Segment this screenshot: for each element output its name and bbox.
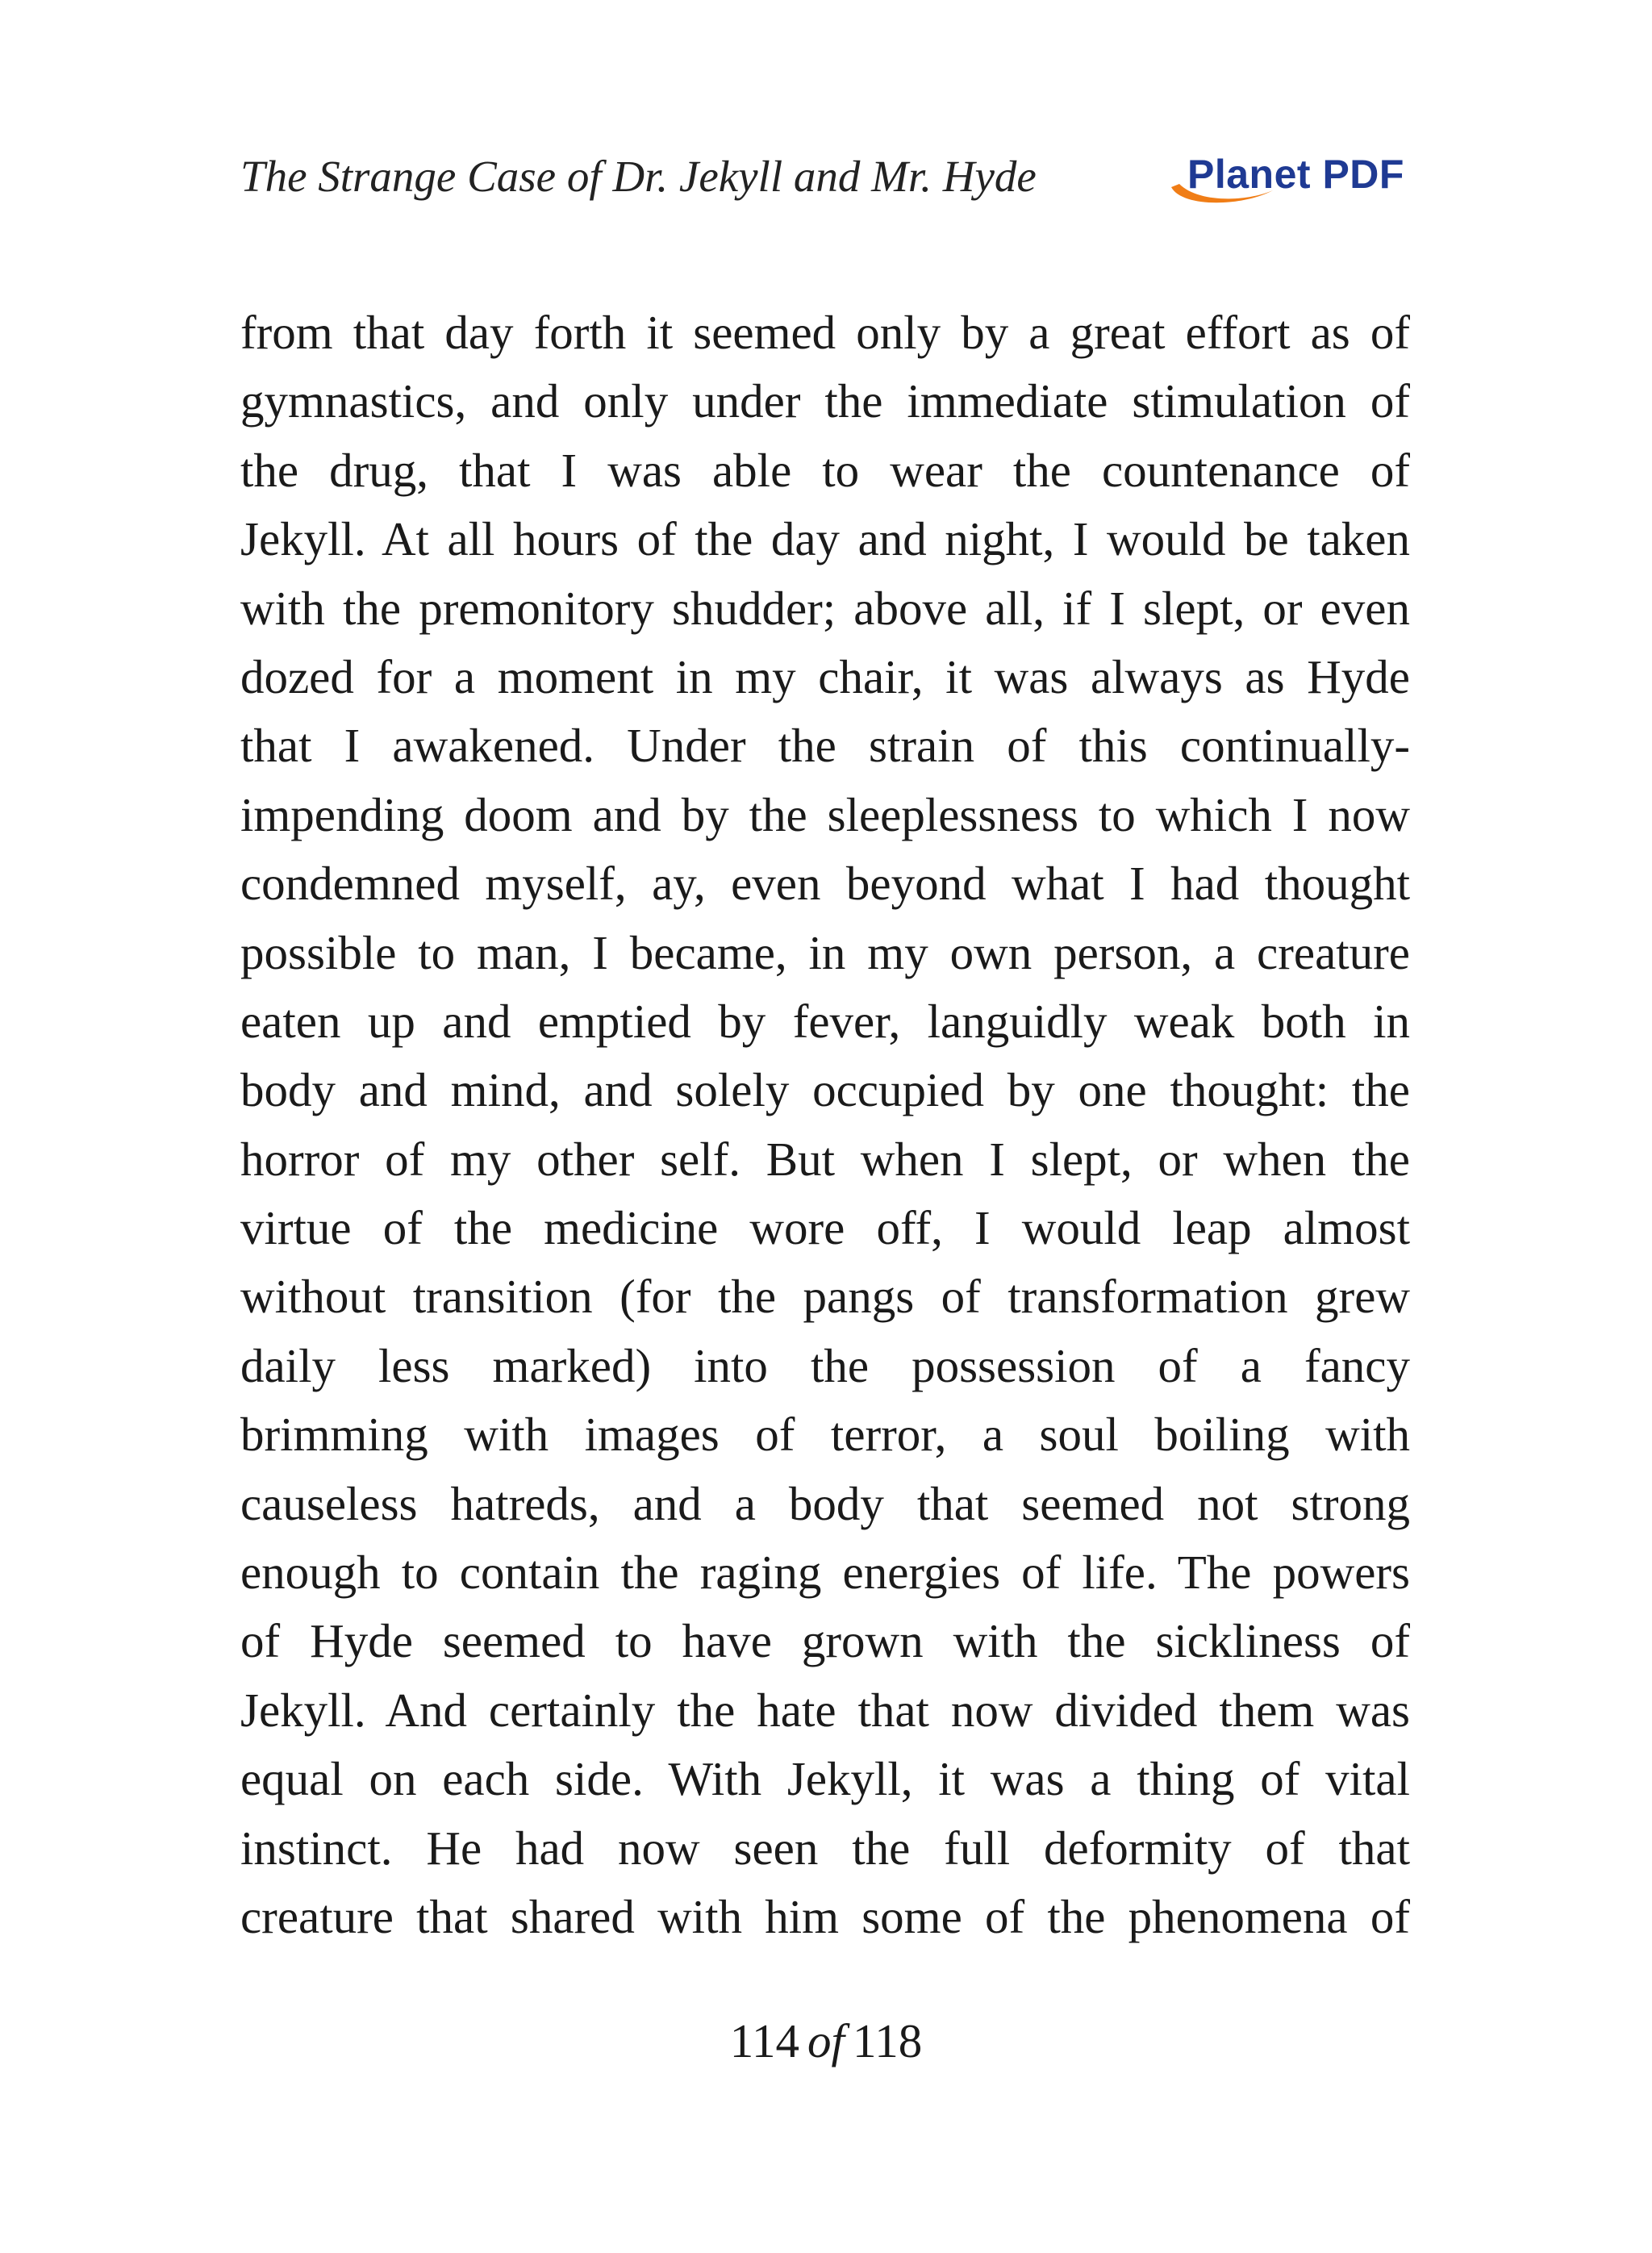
text-line: eaten up and emptied by fever, languidly weak both in (240, 994, 1410, 1048)
text-line: creature that shared with him some of the phenomena of (240, 1889, 1410, 1943)
logo-text: Planet PDF (1187, 152, 1404, 197)
text-line: Jekyll. At all hours of the day and night, I would be taken (240, 512, 1410, 566)
text-line: body and mind, and solely occupied by one thought: the (240, 1063, 1410, 1117)
text-line: gymnastics, and only under the immediate stimulation of (240, 374, 1410, 428)
text-line: possible to man, I became, in my own person, a creature (240, 925, 1410, 979)
text-line: dozed for a moment in my chair, it was always as Hyde (240, 649, 1410, 703)
page-header (240, 147, 1410, 211)
total-pages: 118 (852, 2014, 923, 2067)
book-title: The Strange Case of Dr. Jekyll and Mr. Hyde (240, 152, 1037, 201)
page-number (0, 2009, 1652, 2073)
text-line: condemned myself, ay, even beyond what I had thought (240, 857, 1410, 911)
text-line: that I awakened. Under the strain of this continually- (240, 719, 1410, 773)
text-line: with the premonitory shudder; above all, if I slept, or even (240, 581, 1410, 635)
text-line: impending doom and by the sleeplessness to which I now (240, 787, 1410, 841)
current-page: 114 (729, 2014, 800, 2067)
text-line: equal on each side. With Jekyll, it was a thing of vital (240, 1752, 1410, 1806)
text-line: of Hyde seemed to have grown with the sickliness of (240, 1614, 1410, 1668)
text-line: daily less marked) into the possession of a fancy (240, 1338, 1410, 1392)
text-line: enough to contain the raging energies of life. The powers (240, 1546, 1410, 1600)
text-line: the drug, that I was able to wear the countenance of (240, 443, 1410, 497)
text-line: without transition (for the pangs of transformation grew (240, 1270, 1410, 1324)
text-line: Jekyll. And certainly the hate that now divided them was (240, 1683, 1410, 1737)
planet-pdf-logo (1166, 147, 1416, 211)
text-line: brimming with images of terror, a soul boiling with (240, 1408, 1410, 1462)
text-line: virtue of the medicine wore off, I would leap almost (240, 1201, 1410, 1255)
page-body-text (240, 298, 1410, 1951)
text-line: horror of my other self. But when I slept, or when the (240, 1132, 1410, 1186)
of-label: of (807, 2014, 845, 2067)
text-line: instinct. He had now seen the full deformity of that (240, 1821, 1410, 1875)
text-line: causeless hatreds, and a body that seemed not strong (240, 1476, 1410, 1530)
text-line: from that day forth it seemed only by a great effort as of (240, 306, 1410, 359)
